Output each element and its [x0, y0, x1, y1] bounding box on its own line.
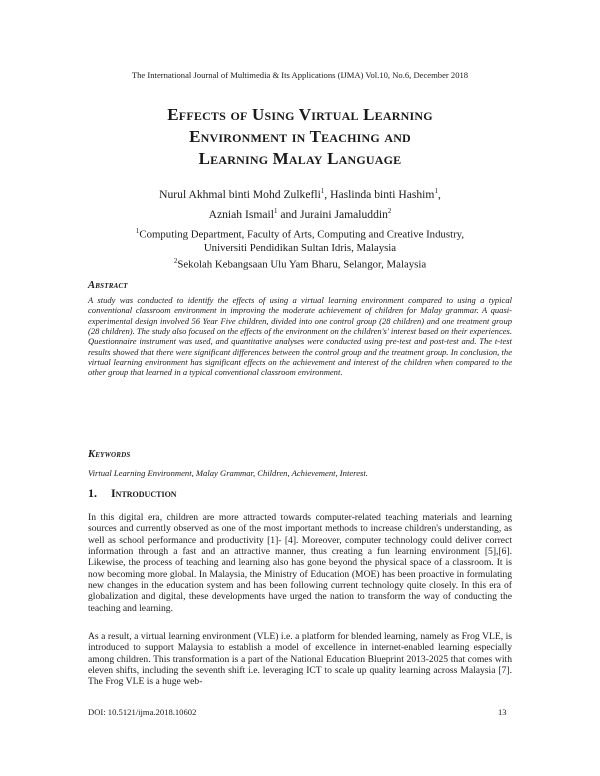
- keywords-heading: Keywords: [88, 449, 131, 460]
- author-name: Nurul Akhmal binti Mohd Zulkefli: [159, 187, 321, 201]
- affiliation-line: [60, 255, 540, 272]
- abstract-text: A study was conducted to identify the effects of using a virtual learning environment compared to using a typical conventional classroom environment in improving the moderate achievement of children for Malay grammar. A quasi-experimental design involved 56 Year Five children, divided into one control group (28 children) and one treatment group (28 children). The study also focused on the effects of the environment on the children's' interest based on their experiences. Questionnaire instrument was used, and quantitative analyses were conducted using pre-test and post-test and. The t-test results showed that there were significant differences between the control group and the treatment group. In conclusion, the virtual learning environment has significant effects on the achievement and interest of the children when compared to the other group that learned in a typical conventional classroom environment.: [88, 295, 512, 378]
- author-name: , Haslinda binti Hashim: [324, 187, 435, 201]
- author-line: [60, 203, 540, 223]
- affiliation-marker: 1: [135, 227, 140, 235]
- affiliation-line: [60, 225, 540, 242]
- author-list: [60, 183, 540, 223]
- affiliation-marker: 1: [320, 187, 325, 195]
- section-number: 1.: [88, 486, 97, 500]
- affiliation-marker: 2: [173, 256, 178, 265]
- title-line: Environment in Teaching and: [189, 127, 411, 146]
- keywords-text: Virtual Learning Environment, Malay Grammar, Children, Achievement, Interest.: [88, 468, 368, 478]
- page-number: 13: [498, 707, 507, 717]
- author-name: and Juraini Jamaluddin: [280, 207, 388, 221]
- author-line: [60, 183, 540, 203]
- author-name: Azniah Ismail: [208, 207, 274, 221]
- affiliation-text: Sekolah Kebangsaan Ulu Yam Bharu, Selangor, Malaysia: [177, 258, 427, 271]
- title-line: Effects of Using Virtual Learning: [167, 105, 433, 124]
- affiliation-line: Universiti Pendidikan Sultan Idris, Malaysia: [203, 241, 397, 254]
- abstract-heading: Abstract: [88, 280, 128, 291]
- title-line: Learning Malay Language: [198, 149, 402, 168]
- affiliation-marker: 2: [387, 206, 392, 215]
- affiliations: [60, 225, 540, 271]
- doi-footer: DOI: 10.5121/ijma.2018.10602: [88, 707, 197, 717]
- section-heading: [88, 486, 177, 501]
- affiliation-text: Computing Department, Faculty of Arts, Computing and Creative Industry,: [139, 228, 465, 241]
- body-paragraph: In this digital era, children are more attracted towards computer-related teaching materials and learning sources and currently observed as one of the most important methods to increase children's understanding, as well as school performance and productivity [1]- [4]. Moreover, computer technology could deliver correct information through a fast and an attractive manner, thus creating a fun learning environment [5],[6]. Likewise, the process of teaching and learning also has gone beyond the physical space of a classroom. It is now becoming more global. In Malaysia, the Ministry of Education (MOE) has been proactive in formulating new changes in the education system and has been following current technology quite closely. In this era of globalization and digital, these developments have urged the nation to transform the way of conducting the teaching and learning.: [88, 512, 512, 614]
- section-title: Introduction: [111, 486, 177, 500]
- affiliation-marker: 1: [434, 187, 438, 195]
- running-head: The International Journal of Multimedia & Its Applications (IJMA) Vol.10, No.6, December 2018: [131, 70, 469, 80]
- body-paragraph: As a result, a virtual learning environment (VLE) i.e. a platform for blended learning, namely as Frog VLE, is introduced to support Malaysia to establish a model of excellence in internet-enabled learning especially among children. This transformation is a part of the National Education Blueprint 2013-2025 that comes with eleven shifts, including the seventh shift i.e. leveraging ICT to scale up quality learning across Malaysia [7]. The Frog VLE is a huge web-: [88, 631, 512, 688]
- affiliation-marker: 1: [273, 206, 278, 215]
- author-separator: ,: [437, 187, 441, 201]
- paper-title: [60, 104, 540, 170]
